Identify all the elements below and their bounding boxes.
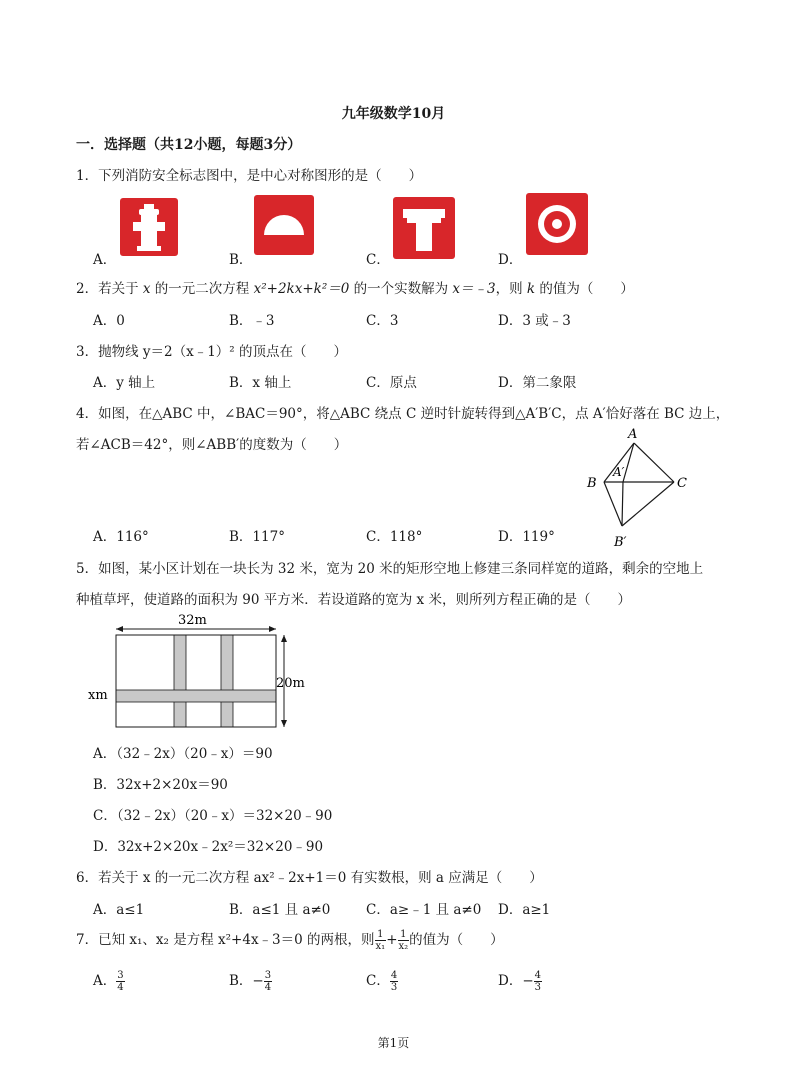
q7-option-b[interactable]: B．− $\frac{3}{4}$ bbox=[229, 970, 272, 993]
question-2-stem: 2．若关于 x 的一元二次方程 x²+2kx+k²＝0 的一个实数解为 x＝﹣3，则 k 的值为（ ） bbox=[76, 281, 634, 297]
q3-option-b[interactable]: B．x 轴上 bbox=[229, 375, 292, 391]
height-label: 20m bbox=[276, 676, 305, 691]
q5-option-a[interactable]: A．（32﹣2x）（20﹣x）＝90 bbox=[93, 746, 273, 762]
segment-b-prime-c bbox=[622, 482, 674, 526]
triangle-rotation-figure bbox=[582, 424, 692, 552]
q6-option-c[interactable]: C．a≥﹣1 且 a≠0 bbox=[366, 902, 482, 918]
hydrant-icon bbox=[120, 198, 178, 256]
half-circle-icon bbox=[254, 195, 314, 255]
section-heading: 一．选择题（共12小题，每题3分） bbox=[76, 137, 302, 153]
t-shape-icon bbox=[393, 197, 455, 259]
question-4-stem-line2: 若∠ACB＝42°，则∠ABB′的度数为（ ） bbox=[76, 437, 348, 453]
q3-option-c[interactable]: C．原点 bbox=[366, 375, 417, 391]
page-title: 九年级数学10月 bbox=[341, 106, 446, 122]
page-footer: 第1页 bbox=[377, 1036, 410, 1050]
label-a-prime: A′ bbox=[613, 465, 625, 479]
q4-option-d[interactable]: D．119° bbox=[498, 529, 555, 545]
q1-option-a[interactable]: A． bbox=[93, 252, 117, 268]
ring-icon bbox=[526, 193, 588, 255]
q2-option-a[interactable]: A．0 bbox=[93, 313, 125, 329]
field-rect bbox=[116, 635, 276, 727]
q1-option-b[interactable]: B． bbox=[229, 252, 253, 268]
q3-option-a[interactable]: A．y 轴上 bbox=[93, 375, 156, 391]
q4-option-c[interactable]: C．118° bbox=[366, 529, 423, 545]
q1-option-c[interactable]: C． bbox=[366, 252, 390, 268]
q7-option-a[interactable]: A． $\frac{3}{4}$ bbox=[93, 970, 124, 993]
q6-option-a[interactable]: A．a≤1 bbox=[93, 902, 145, 918]
vertical-road-2 bbox=[221, 635, 233, 727]
q7-option-c[interactable]: C． $\frac{4}{3}$ bbox=[366, 970, 398, 993]
width-label: 32m bbox=[178, 613, 207, 628]
label-c: C bbox=[677, 476, 687, 491]
fraction-1-over-x2: $\frac{1}{\text{x₂}}$ bbox=[398, 929, 409, 952]
question-5-stem-line2: 种植草坪，使道路的面积为 90 平方米．若设道路的宽为 x 米，则所列方程正确的是（ ） bbox=[76, 592, 631, 608]
q7-option-d[interactable]: D．− $\frac{4}{3}$ bbox=[498, 970, 542, 993]
label-b-prime: B′ bbox=[614, 535, 627, 550]
question-3-stem: 3．抛物线 y＝2（x﹣1）² 的顶点在（ ） bbox=[76, 344, 348, 360]
segment-a-a-prime bbox=[623, 443, 634, 482]
question-5-stem-line1: 5．如图，某小区计划在一块长为 32 米，宽为 20 米的矩形空地上修建三条同样宽的道路，剩余的空地上 bbox=[76, 561, 704, 577]
road-width-label: xm bbox=[88, 688, 108, 703]
q5-option-c[interactable]: C．（32﹣2x）（20﹣x）＝32×20﹣90 bbox=[93, 808, 333, 824]
q6-option-d[interactable]: D．a≥1 bbox=[498, 902, 551, 918]
question-7-stem: 7．已知 x₁、x₂ 是方程 x²+4x﹣3＝0 的两根，则 $\frac{1}{\text{x₁}}$ + $\frac{1}{\text{x₂}}$ 的值为（ ） bbox=[76, 929, 504, 952]
q2-option-c[interactable]: C．3 bbox=[366, 313, 399, 329]
segment-ac bbox=[634, 443, 674, 482]
horizontal-road bbox=[116, 690, 276, 702]
label-b: B bbox=[587, 476, 597, 491]
q4-option-a[interactable]: A．116° bbox=[93, 529, 149, 545]
q2-option-b[interactable]: B．﹣3 bbox=[229, 313, 275, 329]
vertical-road-1 bbox=[174, 635, 186, 727]
q5-option-d[interactable]: D．32x+2×20x﹣2x²＝32×20﹣90 bbox=[93, 839, 324, 855]
q1-option-d[interactable]: D． bbox=[498, 252, 523, 268]
label-a: A bbox=[628, 427, 638, 442]
q2-option-d[interactable]: D．3 或﹣3 bbox=[498, 313, 571, 329]
question-4-stem-line1: 4．如图，在△ABC 中，∠BAC＝90°，将△ABC 绕点 C 逆时针旋转得到△A′B′C，点 A′恰好落在 BC 边上， bbox=[76, 406, 730, 422]
question-1-stem: 1．下列消防安全标志图中，是中心对称图形的是（ ） bbox=[76, 168, 423, 184]
segment-a-prime-b-prime bbox=[622, 482, 623, 526]
question-6-stem: 6．若关于 x 的一元二次方程 ax²﹣2x+1＝0 有实数根，则 a 应满足（ ） bbox=[76, 870, 543, 886]
q6-option-b[interactable]: B．a≤1 且 a≠0 bbox=[229, 902, 331, 918]
q3-option-d[interactable]: D．第二象限 bbox=[498, 375, 577, 391]
segment-b-b-prime bbox=[604, 482, 622, 526]
fraction-1-over-x1: $\frac{1}{\text{x₁}}$ bbox=[375, 929, 386, 952]
q4-option-b[interactable]: B．117° bbox=[229, 529, 285, 545]
road-rectangle-figure bbox=[86, 610, 316, 732]
q5-option-b[interactable]: B．32x+2×20x＝90 bbox=[93, 777, 228, 793]
